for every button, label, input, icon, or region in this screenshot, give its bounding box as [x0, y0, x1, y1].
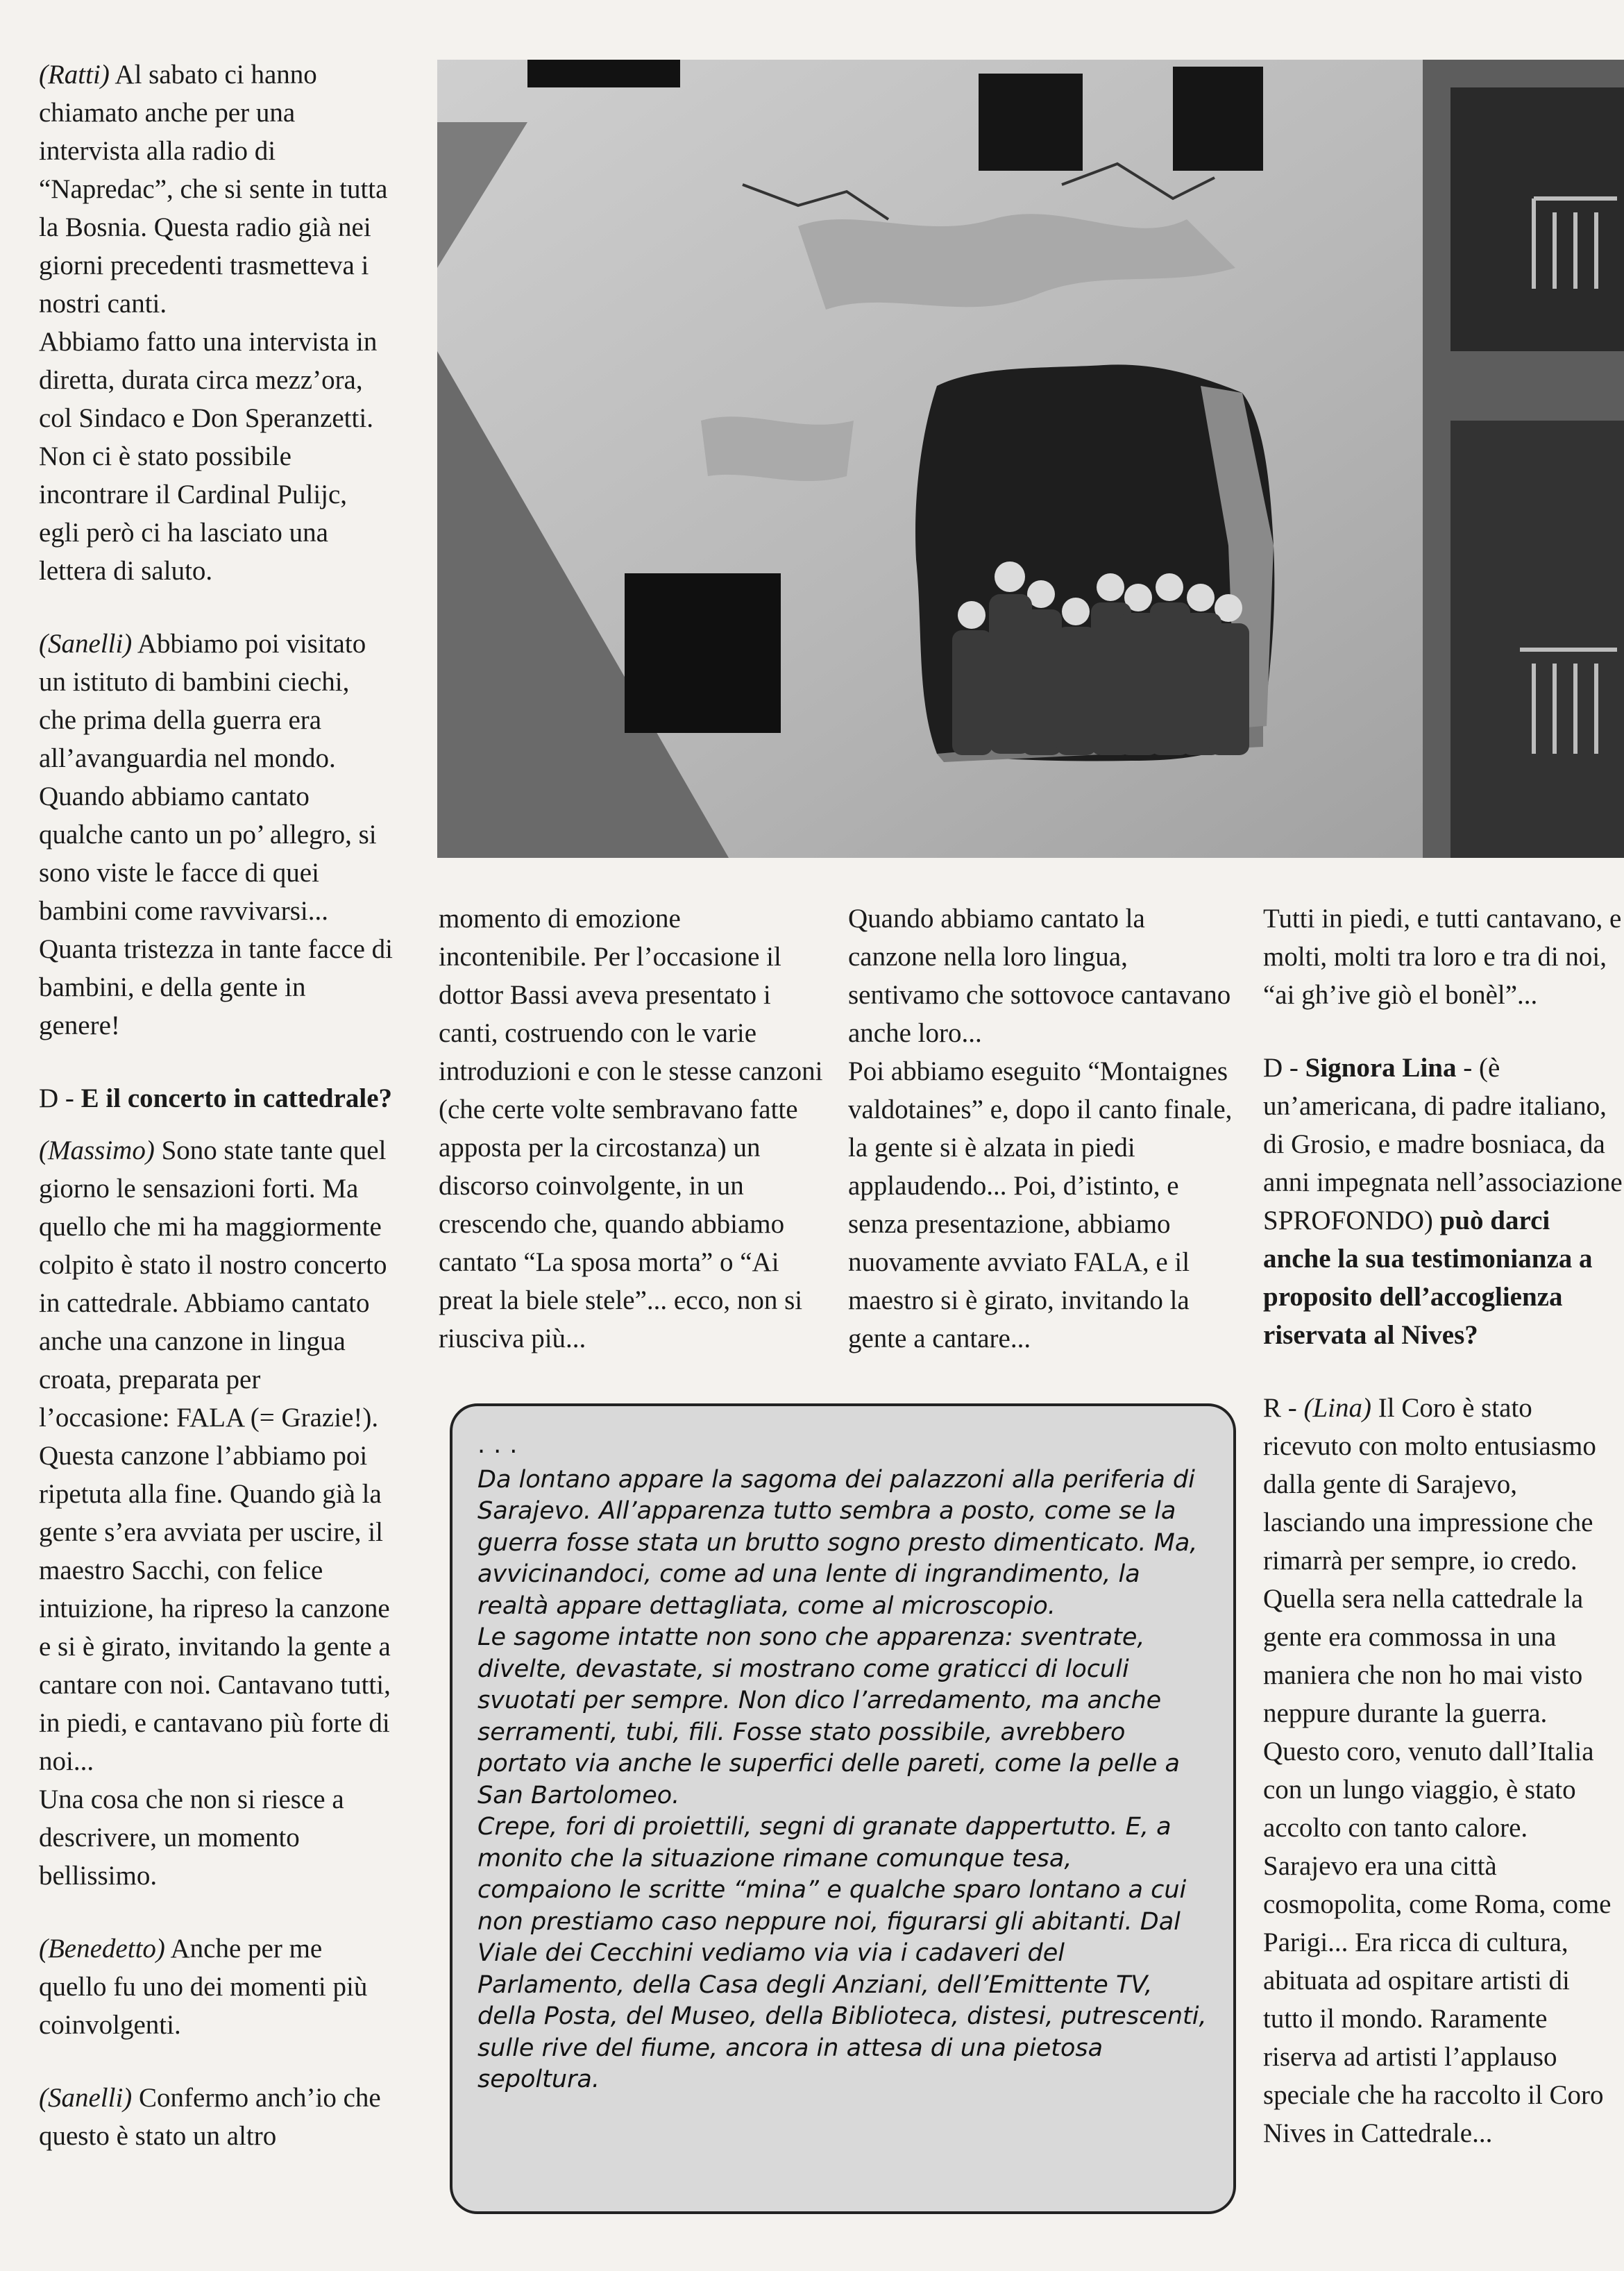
- window-top-right: [1173, 67, 1263, 171]
- box-paragraph-2: Le sagome intatte non sono che apparenza: sventrate, divelte, devastate, si mostrano come graticci di loculi svuotati per sempre. Non dico l’arredamento, ma anche serramenti, tubi, fili. Fosse stato possibile, avrebbero portato via anche le superfici delle pareti, come la pelle a San Bartolomeo.: [477, 1623, 1180, 1809]
- answer-lina: [1263, 1389, 1624, 1847]
- photo-choir-in-ruined-building: [437, 60, 1624, 858]
- paragraph-ratti: [39, 56, 393, 323]
- paragraph-text: Sono state tante quel giorno le sensazioni forti. Ma quello che mi ha maggiormente colpito è stato il nostro concerto in cattedrale. Abbiamo cantato anche una canzone in lingua croata, preparata per l’occasione: FALA (= Grazie!).: [39, 1136, 387, 1433]
- article-column-3: [848, 900, 1237, 1358]
- box-paragraph-1: Da lontano appare la sagoma dei palazzoni alla periferia di Sarajevo. All’apparenza tutto sembra a posto, come se la guerra fosse stata un brutto sogno presto dimenticato. Ma, avvicinandoci, come ad una lente di ingrandimento, la realtà appare dettagliata, come al microscopio.: [477, 1465, 1198, 1620]
- answer-prefix: R -: [1263, 1393, 1304, 1423]
- paragraph-sanelli-2: [39, 2079, 393, 2155]
- paragraph-cardinal: Non ci è stato possibile incontrare il Cardinal Pulijc, egli però ci ha lasciato una lettera di saluto.: [39, 441, 348, 586]
- question-prefix: D -: [39, 1083, 81, 1113]
- article-column-2: [439, 900, 831, 1358]
- question-cathedral: [39, 1079, 393, 1117]
- paragraph-text: Confermo anch’io che questo è stato un altro: [39, 2083, 381, 2151]
- question-text: E il concerto in cattedrale?: [81, 1083, 393, 1113]
- speaker-sanelli: (Sanelli): [39, 629, 133, 659]
- paragraph-benedetto: [39, 1930, 393, 2044]
- question-prefix: D -: [1263, 1053, 1305, 1083]
- speaker-sanelli: (Sanelli): [39, 2083, 133, 2113]
- box-ellipsis: ...: [477, 1431, 526, 1459]
- paragraph-interview: Abbiamo fatto una intervista in diretta, durata circa mezz’ora, col Sindaco e Don Speranzetti.: [39, 327, 378, 433]
- paragraph-beautiful-moment: Una cosa che non si riesce a descrivere, un momento bellissimo.: [39, 1784, 344, 1891]
- paragraph-sanelli: [39, 625, 393, 1045]
- paragraph-text: Anche per me quello fu uno dei momenti più coinvolgenti.: [39, 1934, 368, 2040]
- article-column-1: [39, 56, 393, 2155]
- speaker-benedetto: (Benedetto): [39, 1934, 165, 1964]
- paragraph-text: Abbiamo poi visitato un istituto di bambini ciechi, che prima della guerra era all’avanguardia nel mondo. Quando abbiamo cantato qualche canto un po’ allegro, si sono viste le facce di quei bambini come ravvivarsi... Quanta tristezza in tante facce di bambini, e della gente in genere!: [39, 629, 393, 1040]
- speaker-lina: (Lina): [1303, 1393, 1371, 1423]
- paragraph-their-language: Quando abbiamo cantato la canzone nella loro lingua, sentivamo che sottovoce cantavano anche loro...: [848, 904, 1231, 1048]
- question-text: può darci anche la sua testimonianza a proposito dell’accoglienza riservata al Nives?: [1263, 1206, 1593, 1350]
- article-column-4: [1263, 900, 1624, 2152]
- window-top-center: [979, 74, 1083, 171]
- question-signora-lina: [1263, 1049, 1624, 1354]
- answer-lina-2: Sarajevo era una città cosmopolita, come Roma, come Parigi... Era ricca di cultura, abituata ad ospitare artisti di tutto il mondo. Raramente riserva ad artisti l’applauso speciale che ha raccolto il Coro Nives in Cattedrale...: [1263, 1851, 1612, 2148]
- paragraph-final-song: Poi abbiamo eseguito “Montaignes valdotaines” e, dopo il canto finale, la gente si è alzata in piedi applaudendo... Poi, d’istinto, e senza presentazione, abbiamo nuovamente avviato FALA, e il maestro si è girato, invitando la gente a cantare...: [848, 1056, 1233, 1353]
- sidebar-box-sarajevo: [450, 1403, 1236, 2214]
- paragraph-emotion: momento di emozione incontenibile. Per l’occasione il dottor Bassi aveva presentato i canti, costruendo con le varie introduzioni e con le stesse canzoni (che certe volte sembravano fatte apposta per la circostanza) un discorso coinvolgente, in un crescendo che, quando abbiamo cantato “La sposa morta” o “Ai preat la biele stele”... ecco, non si riusciva più...: [439, 904, 823, 1353]
- speaker-ratti: (Ratti): [39, 60, 110, 90]
- photo-image: [437, 60, 1624, 858]
- window-small-left: [625, 573, 781, 733]
- box-paragraph-3: Crepe, fori di proiettili, segni di granate dappertutto. E, a monito che la situazione rimane comunque tesa, compaiono le scritte “mina” e qualche sparo lontano a cui non prestiamo caso neppure noi, figurarsi gli abitanti. Dal Viale dei Cecchini vediamo via via i cadaveri del Parlamento, della Casa degli Anziani, dell’Emittente TV, della Posta, del Museo, della Biblioteca, distesi, putrescenti, sulle rive del fiume, ancora in attesa di una pietosa sepoltura.: [477, 1813, 1207, 2093]
- answer-text: Il Coro è stato ricevuto con molto entusiasmo dalla gente di Sarajevo, lasciando una impressione che rimarrà per sempre, io credo. Quella sera nella cattedrale la gente era commossa in una maniera che non ho mai visto neppure durante la guerra. Questo coro, venuto dall’Italia con un lungo viaggio, è stato accolto con tanto calore.: [1263, 1393, 1596, 1843]
- paragraph-fala-repeat: Questa canzone l’abbiamo poi ripetuta alla fine. Quando già la gente s’era avviata per uscire, il maestro Sacchi, con felice intuizione, ha ripreso la canzone e si è girato, invitando la gente a cantare con noi. Cantavano tutti, in piedi, e cantavano più forte di noi...: [39, 1441, 391, 1776]
- paragraph-massimo: [39, 1131, 393, 1437]
- speaker-massimo: (Massimo): [39, 1136, 155, 1165]
- paragraph-all-standing: Tutti in piedi, e tutti cantavano, e molti, molti tra loro e tra di noi, “ai gh’ive giò el bonèl”...: [1263, 904, 1622, 1010]
- question-intro: - (è un’americana, di padre italiano, di Grosio, e madre bosniaca, da anni impegnata nell’associazione SPROFONDO): [1263, 1053, 1623, 1235]
- window-frame-lower-right: [1450, 421, 1624, 858]
- question-name: Signora Lina: [1305, 1053, 1457, 1083]
- paragraph-text: Al sabato ci hanno chiamato anche per una intervista alla radio di “Napredac”, che si sente in tutta la Bosnia. Questa radio già nei giorni precedenti trasmetteva i nostri canti.: [39, 60, 388, 319]
- window-top-left: [527, 60, 680, 87]
